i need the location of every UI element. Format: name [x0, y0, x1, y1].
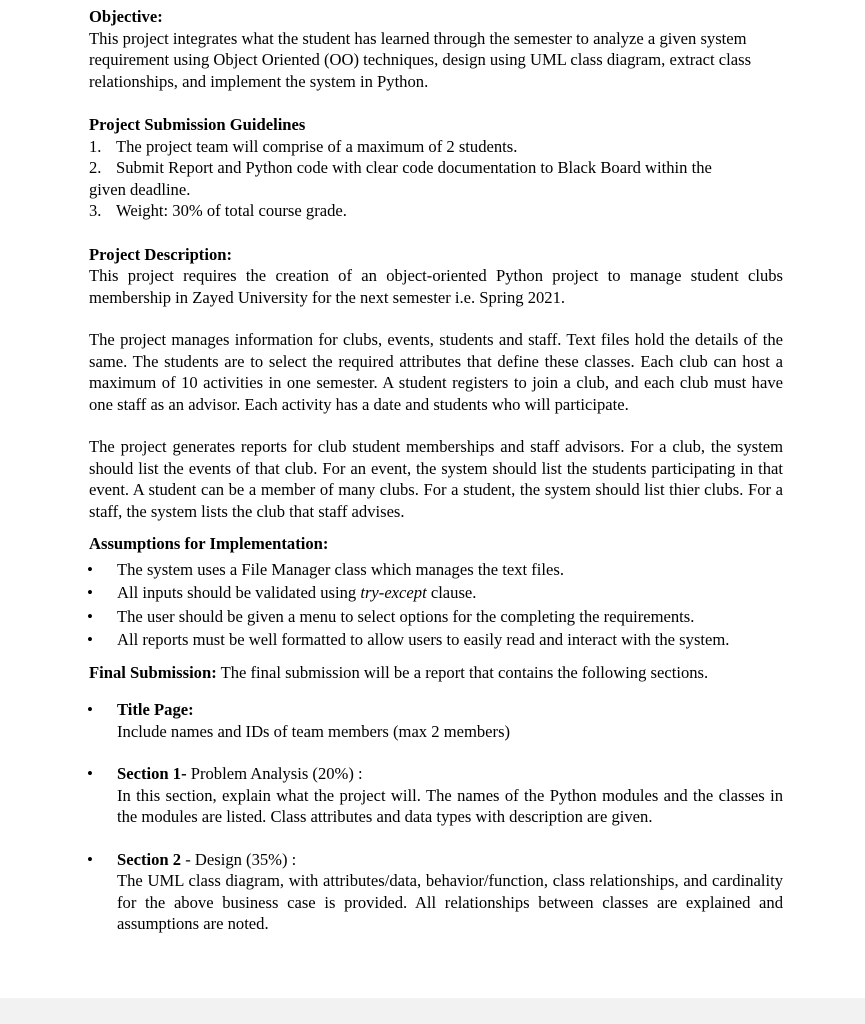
- description-heading: Project Description:: [89, 244, 232, 264]
- assumption-text: clause.: [426, 583, 477, 602]
- assumption-item: [89, 582, 783, 604]
- guideline-text: The project team will comprise of a maximum of 2 students.: [116, 136, 518, 156]
- document-content: [89, 6, 783, 935]
- page-bottom-margin: [0, 998, 865, 1024]
- description-paragraph-3: The project generates reports for club student memberships and staff advisors. For a club, the system should list the events of that club. For an event, the system should list the students participating in that event. A student can be a member of many clubs. For a student, the system should list thier clubs. For a staff, the system lists the club that staff advises.: [89, 437, 783, 521]
- assumptions-list: [89, 559, 783, 651]
- guideline-item-2: [89, 157, 783, 179]
- guideline-text: Weight: 30% of total course grade.: [116, 201, 347, 220]
- section-subtitle: - Design (35%) :: [181, 849, 297, 869]
- guideline-number: 2.: [89, 158, 102, 177]
- section-body: In this section, explain what the project will. The names of the Python modules and the classes in the modules are listed. Class attributes and data types with description are given.: [117, 785, 783, 826]
- assumption-item: • All reports must be well formatted to allow users to easily read and interact with the system.: [89, 629, 783, 651]
- guideline-text-continued: given deadline.: [89, 179, 191, 199]
- final-submission-text: The final submission will be a report that contains the following sections.: [216, 662, 709, 682]
- assumption-item: • The system uses a File Manager class which manages the text files.: [89, 559, 783, 581]
- guideline-item-3: [89, 200, 783, 222]
- guideline-item-1: [89, 136, 783, 158]
- section-body: Include names and IDs of team members (max 2 members): [117, 721, 511, 741]
- assumption-text: All inputs should be validated using: [117, 583, 361, 602]
- assumption-item: • The user should be given a menu to select options for the completing the requirements.: [89, 606, 783, 628]
- section-item-1: [89, 763, 783, 828]
- guideline-text: Submit Report and Python code with clear code documentation to Black Board within the: [116, 158, 712, 177]
- section-subtitle: Problem Analysis (20%) :: [186, 764, 363, 783]
- section-title: Title Page:: [117, 700, 194, 719]
- section-title: Section 1-: [117, 764, 187, 783]
- guideline-number: 1.: [89, 136, 102, 156]
- section-item-title-page: [89, 699, 783, 742]
- assumptions-heading: Assumptions for Implementation:: [89, 534, 329, 553]
- final-submission-label: Final Submission:: [89, 662, 217, 682]
- description-paragraph-1: This project requires the creation of an object-oriented Python project to manage student clubs membership in Zayed University for the next semester i.e. Spring 2021.: [89, 266, 783, 307]
- objective-text: This project integrates what the student has learned through the semester to analyze a given system requirement using Object Oriented (OO) techniques, design using UML class diagram, extract class relationships, and implement the system in Python.: [89, 28, 752, 91]
- assumption-code: try-except: [360, 583, 427, 602]
- section-title: Section 2: [117, 849, 182, 869]
- guideline-number: 3.: [89, 201, 102, 220]
- guideline-item-2-continuation: [89, 179, 783, 201]
- guidelines-heading: Project Submission Guidelines: [89, 115, 306, 134]
- sections-list: [89, 699, 783, 935]
- description-paragraph-2: The project manages information for clubs, events, students and staff. Text files hold the details of the same. The students are to select the required attributes that define these classes. Each club can host a maximum of 10 activities in one semester. A student registers to join a club, and each club must have one staff as an advisor. Each activity has a date and students who will participate.: [89, 330, 783, 414]
- final-submission: [89, 662, 783, 684]
- section-item-2: [89, 849, 783, 935]
- guidelines-list: [89, 136, 783, 222]
- objective-heading: Objective:: [89, 7, 163, 26]
- section-body: The UML class diagram, with attributes/data, behavior/function, class relationships, and cardinality for the above business case is provided. All relationships between classes are explained and assumptions are noted.: [117, 871, 783, 933]
